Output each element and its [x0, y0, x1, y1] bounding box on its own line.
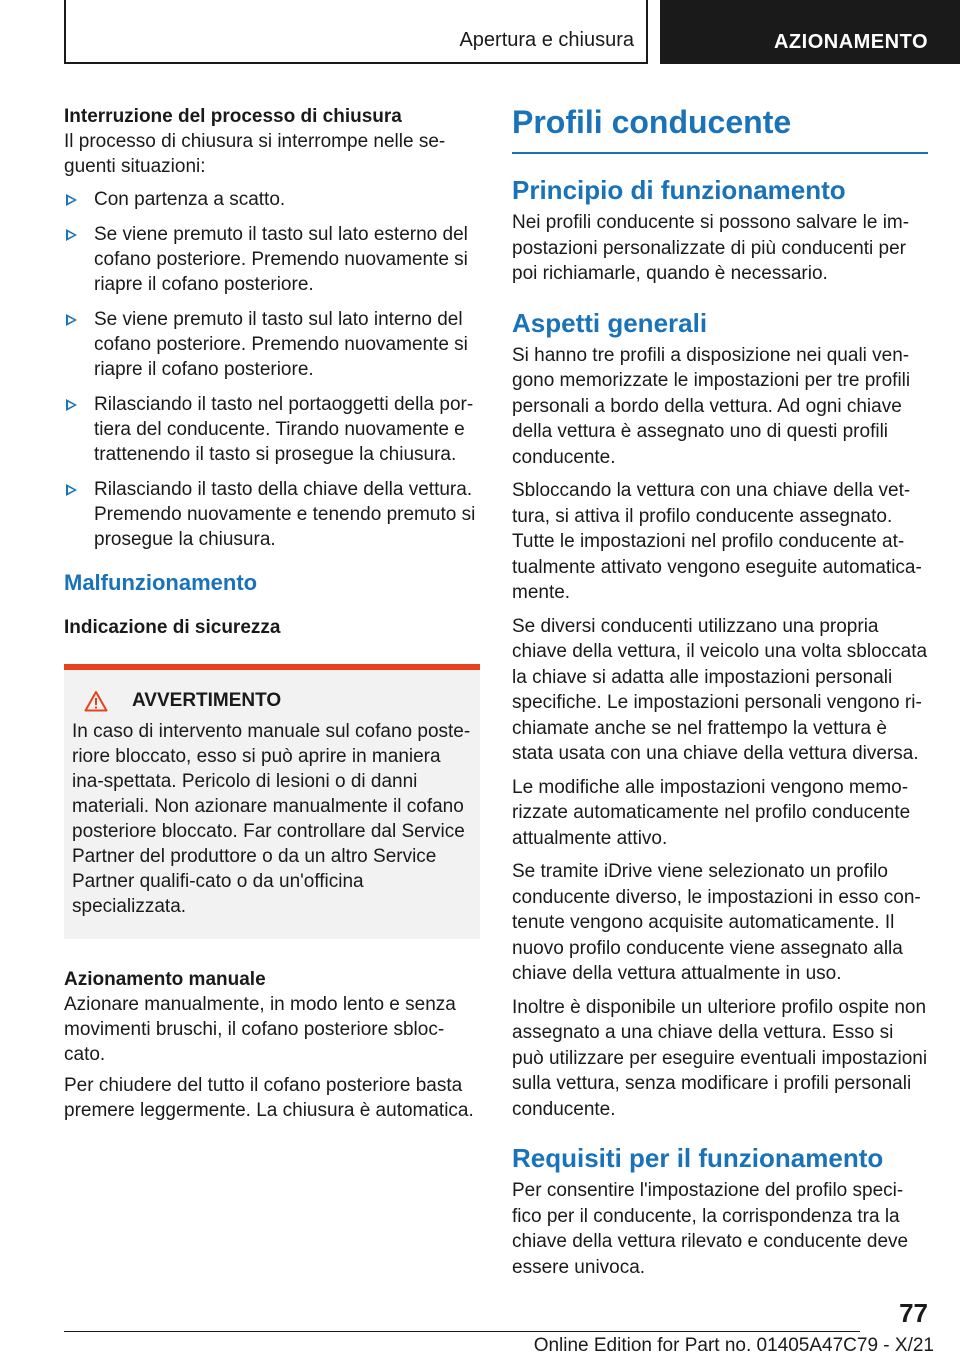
interruption-heading: Interruzione del processo di chiusura — [64, 106, 402, 127]
manual-heading: Azionamento manuale — [64, 969, 266, 990]
general-paragraph: Si hanno tre profili a disposizione nei quali ven-gono memorizzate le impostazioni per tre profili personali a bordo della vettura. Ad ogni chiave della vettura è assegnato uno di questi profili conducente. — [512, 344, 911, 468]
list-item: Con partenza a scatto. — [64, 187, 480, 212]
triangle-bullet-icon — [66, 314, 77, 326]
warning-text: In caso di intervento manuale sul cofano poste-riore bloccato, esso si può aprire in maniera ina-spettata. Pericolo di lesioni o di danni materiali. Non azionare manualmente il cofano posteriore bloccato. Far controllare dal Service Partner del produttore o da un altro Service Partner qualifi-cato o da un'officina specializzata. — [72, 721, 471, 917]
principle-heading: Principio di funzionamento — [512, 175, 846, 205]
header-chapter-box — [660, 0, 960, 64]
footer-divider — [64, 1331, 860, 1332]
left-column — [64, 104, 480, 1123]
warning-label: AVVERTIMENTO — [132, 690, 282, 711]
interruption-list — [64, 187, 480, 552]
requirements-heading: Requisiti per il funzionamento — [512, 1143, 884, 1173]
interruption-intro: Il processo di chiusura si interrompe nelle se-guenti situazioni: — [64, 131, 446, 177]
manual-text-1: Azionare manualmente, in modo lento e senza movimenti bruschi, il cofano posteriore sbloc-cato. — [64, 994, 456, 1065]
list-item: Se viene premuto il tasto sul lato interno del cofano posteriore. Premendo nuovamente si riapre il cofano posteriore. — [64, 307, 480, 382]
warning-title — [72, 688, 472, 713]
list-item: Se viene premuto il tasto sul lato esterno del cofano posteriore. Premendo nuovamente si riapre il cofano posteriore. — [64, 222, 480, 297]
header-chapter-title: AZIONAMENTO — [773, 31, 928, 53]
triangle-bullet-icon — [66, 229, 77, 241]
list-item: Rilasciando il tasto della chiave della vettura. Premendo nuovamente e tenendo premuto si prosegue la chiusura. — [64, 477, 480, 552]
safety-heading: Indicazione di sicurezza — [64, 617, 281, 638]
triangle-bullet-icon — [66, 484, 77, 496]
right-column — [512, 100, 928, 1288]
triangle-bullet-icon — [66, 194, 77, 206]
header-section-box — [64, 0, 648, 64]
warning-triangle-icon — [84, 690, 108, 712]
requirements-text: Per consentire l'impostazione del profilo speci-fico per il conducente, la corrispondenza tra la chiave della vettura rilevato e conducente deve essere univoca. — [512, 1180, 909, 1278]
manual-text-2: Per chiudere del tutto il cofano posteriore basta premere leggermente. La chiusura è automatica. — [64, 1075, 474, 1121]
general-paragraph: Inoltre è disponibile un ulteriore profilo ospite non assegnato a una chiave della vettura. Esso si può utilizzare per eseguire eventuali impostazioni sulla vettura, senza modificare i profili personali conducente. — [512, 996, 928, 1120]
general-heading: Aspetti generali — [512, 307, 708, 338]
general-paragraph: Se tramite iDrive viene selezionato un profilo conducente diverso, le impostazioni in esso con-tenute vengono acquisite automaticamente. Il nuovo profilo conducente viene assegnato alla chiave della vettura attualmente in uso. — [512, 861, 921, 984]
list-item: Rilasciando il tasto nel portaoggetti della por-tiera del conducente. Tirando nuovamente e trattenendo il tasto si prosegue la chiusura. — [64, 392, 480, 467]
warning-box — [64, 664, 480, 939]
triangle-bullet-icon — [66, 399, 77, 411]
general-paragraph: Sbloccando la vettura con una chiave della vet-tura, si attiva il profilo conducente assegnato. Tutte le impostazioni nel profilo conducente at-tualmente attivato vengono eseguite automatica-mente. — [512, 480, 922, 603]
principle-text: Nei profili conducente si possono salvare le im-postazioni personalizzate di più conducenti per poi richiamarle, quando è necessario. — [512, 212, 910, 284]
page-title: Profili conducente — [512, 100, 928, 154]
header-section-title: Apertura e chiusura — [459, 29, 634, 51]
general-paragraph: Le modifiche alle impostazioni vengono memo-rizzate automaticamente nel profilo conducente attualmente attivo. — [512, 776, 911, 849]
malfunction-heading: Malfunzionamento — [64, 570, 258, 595]
footer-edition: Online Edition for Part no. 01405A47C79 - X/21 — [533, 1335, 934, 1356]
page-number: 77 — [899, 1298, 928, 1328]
general-paragraph: Se diversi conducenti utilizzano una propria chiave della vettura, il veicolo una volta sbloccata la chiave si adatta alle impostazioni personali specifiche. Le impostazioni personali vengono ri-chiamate anche se nel frattempo la vettura è stata usata con una chiave della vettura diversa. — [512, 615, 928, 764]
